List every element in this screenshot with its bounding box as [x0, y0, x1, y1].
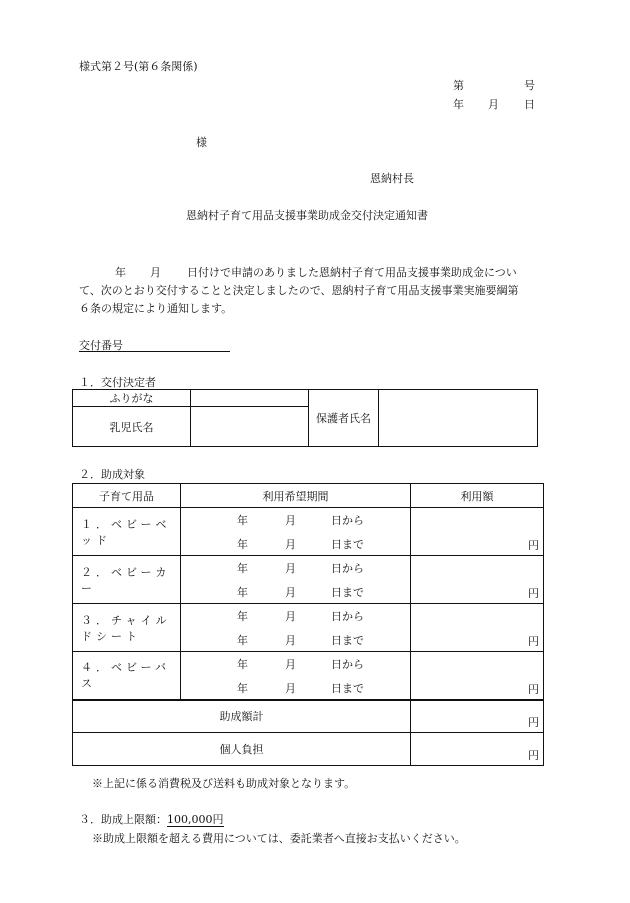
col-header-amount: 利用額	[411, 484, 544, 508]
body-line2: て、次のとおり交付することと決定しましたので、恩納村子育て用品支援事業実施要綱第	[79, 284, 519, 297]
date-month: 月	[488, 98, 499, 111]
amount-cell[interactable]: 円	[411, 556, 544, 604]
body-year: 年	[115, 266, 126, 279]
period-to[interactable]: 年 月 日まで	[181, 532, 411, 556]
sender-name: 恩納村長	[370, 172, 414, 185]
limit-label: ３．助成上限額：	[79, 813, 167, 826]
section3-heading	[79, 811, 224, 827]
infant-name-input[interactable]	[191, 407, 309, 447]
subsidy-table	[72, 483, 544, 766]
amount-cell[interactable]: 円	[411, 652, 544, 700]
subsidy-total-label: 助成額計	[73, 700, 411, 733]
item-label: ３．チャイルドシート	[73, 604, 181, 652]
recipient-table	[72, 389, 538, 447]
date-day: 日	[524, 98, 535, 111]
document-title: 恩納村子育て用品支援事業助成金交付決定通知書	[186, 209, 428, 222]
grant-number-label: 交付番号	[79, 339, 123, 352]
addressee-suffix: 様	[196, 136, 207, 149]
personal-burden-amount[interactable]: 円	[411, 733, 544, 766]
period-from[interactable]: 年 月 日から	[181, 652, 411, 676]
col-header-item: 子育て用品	[73, 484, 181, 508]
body-line1: 日付けで申請のありました恩納村子育て用品支援事業助成金につい	[187, 266, 517, 279]
subsidy-total-amount[interactable]: 円	[411, 700, 544, 733]
furigana-input[interactable]	[191, 390, 309, 407]
body-month: 月	[150, 266, 161, 279]
item-label: １．ベビーベッド	[73, 508, 181, 556]
col-header-period: 利用希望期間	[181, 484, 411, 508]
item-label: ４．ベビーバス	[73, 652, 181, 700]
infant-name-label: 乳児氏名	[73, 407, 191, 447]
period-from[interactable]: 年 月 日から	[181, 556, 411, 580]
period-to[interactable]: 年 月 日まで	[181, 580, 411, 604]
number-suffix: 号	[524, 79, 535, 92]
furigana-label: ふりがな	[73, 390, 191, 407]
amount-cell[interactable]: 円	[411, 508, 544, 556]
form-label: 様式第２号(第６条関係)	[79, 60, 198, 73]
period-to[interactable]: 年 月 日まで	[181, 628, 411, 652]
guardian-name-input[interactable]	[379, 390, 538, 447]
period-from[interactable]: 年 月 日から	[181, 508, 411, 532]
limit-amount: 100,000円	[167, 813, 224, 826]
guardian-name-label: 保護者氏名	[309, 390, 379, 447]
period-from[interactable]: 年 月 日から	[181, 604, 411, 628]
number-prefix: 第	[453, 79, 464, 92]
amount-cell[interactable]: 円	[411, 604, 544, 652]
date-year: 年	[453, 98, 464, 111]
personal-burden-label: 個人負担	[73, 733, 411, 766]
section3-note: ※助成上限額を超える費用については、委託業者へ直接お支払いください。	[92, 832, 466, 845]
section1-heading: １．交付決定者	[79, 376, 156, 389]
section2-note: ※上記に係る消費税及び送料も助成対象となります。	[92, 777, 356, 790]
grant-number-field[interactable]	[79, 337, 230, 352]
section2-heading: ２．助成対象	[79, 468, 145, 481]
period-to[interactable]: 年 月 日まで	[181, 676, 411, 700]
item-label: ２．ベビーカー	[73, 556, 181, 604]
body-line3: ６条の規定により通知します。	[79, 302, 233, 315]
